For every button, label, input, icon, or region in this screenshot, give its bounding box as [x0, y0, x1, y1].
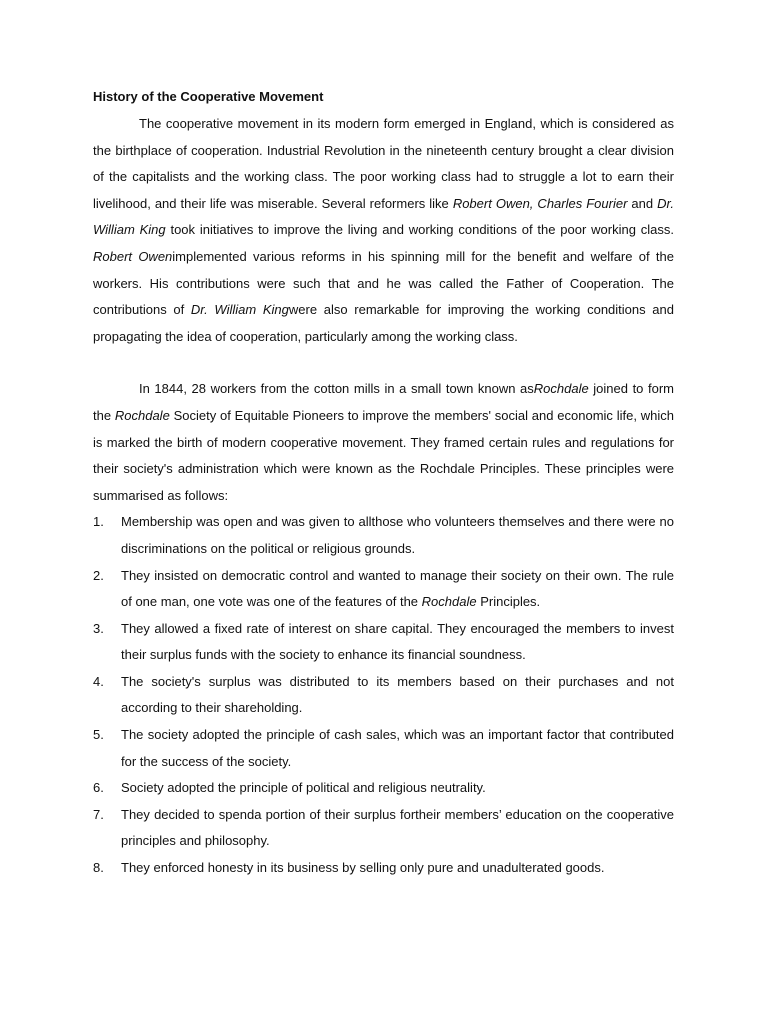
text-run: The cooperative movement in its modern form emerged in England, which is considered as the birthplace of cooperation. Industrial Revolution in the nineteenth century brought a clear division of the capitalists and the working class. The poor working class had to struggle a lot to earn their livelihood, and their life was miserable. Several reformers like — [93, 116, 674, 211]
list-item — [93, 669, 674, 722]
list-item — [93, 722, 674, 775]
list-item — [93, 509, 674, 562]
list-number: 6. — [93, 780, 104, 796]
italic-run: Rochdale — [421, 594, 477, 610]
paragraph-intro — [93, 111, 674, 350]
list-text: Principles. — [476, 594, 541, 610]
document-page — [93, 86, 674, 882]
principles-list — [93, 509, 674, 881]
italic-run: Robert Owen, Charles Fourier — [452, 195, 628, 211]
text-run: In 1844, 28 workers from the cotton mills in a small town known as — [139, 381, 534, 397]
list-number: 1. — [93, 514, 104, 530]
italic-run: Dr. William King — [190, 302, 289, 318]
italic-run: Rochdale — [533, 381, 589, 397]
list-text: Membership was open and was given to allthose who volunteers themselves and there were no discriminations on the political or religious grounds. — [121, 514, 674, 556]
list-item — [93, 855, 674, 882]
italic-run: Rochdale — [114, 407, 170, 423]
list-item — [93, 616, 674, 669]
list-text: The society adopted the principle of cash sales, which was an important factor that contributed for the success of the society. — [121, 727, 674, 769]
list-number: 3. — [93, 620, 104, 636]
list-number: 8. — [93, 860, 104, 876]
list-number: 5. — [93, 727, 104, 743]
italic-run: Dr. William King — [93, 195, 674, 238]
list-text: They decided to spenda portion of their surplus fortheir members’ education on the cooperative principles and philosophy. — [121, 806, 674, 849]
list-text: Society adopted the principle of political and religious neutrality. — [121, 780, 486, 796]
text-run: Society of Equitable Pioneers to improve the members' social and economic life, which is marked the birth of modern cooperative movement. They framed certain rules and regulations for their society's administration which were known as the Rochdale Principles. These principles were summarised as follows: — [93, 407, 674, 503]
text-run: were also remarkable for improving the working conditions and propagating the idea of cooperation, particularly among the working class. — [93, 302, 674, 344]
list-number: 4. — [93, 673, 104, 689]
text-run: took initiatives to improve the living and working conditions of the poor working class. — [165, 222, 675, 238]
list-text: They allowed a fixed rate of interest on share capital. They encouraged the members to invest their surplus funds with the society to enhance its financial soundness. — [121, 620, 674, 663]
list-text: They insisted on democratic control and wanted to manage their society on their own. The rule of one man, one vote was one of the features of the — [121, 567, 674, 610]
document-title: History of the Cooperative Movement — [93, 89, 324, 104]
list-number: 7. — [93, 806, 104, 822]
italic-run: Robert Owen — [93, 248, 173, 264]
text-run: implemented various reforms in his spinning mill for the benefit and welfare of the workers. His contributions were such that and he was called the Father of Cooperation. The contributions of — [93, 248, 674, 318]
list-item — [93, 802, 674, 855]
text-run: and — [627, 195, 658, 211]
paragraph-rochdale — [93, 376, 674, 509]
list-item — [93, 563, 674, 616]
list-number: 2. — [93, 567, 104, 583]
list-text: They enforced honesty in its business by selling only pure and unadulterated goods. — [121, 860, 605, 876]
text-run: joined to form the — [93, 381, 674, 423]
list-item — [93, 775, 674, 802]
list-text: The society's surplus was distributed to its members based on their purchases and not according to their shareholding. — [121, 673, 674, 716]
